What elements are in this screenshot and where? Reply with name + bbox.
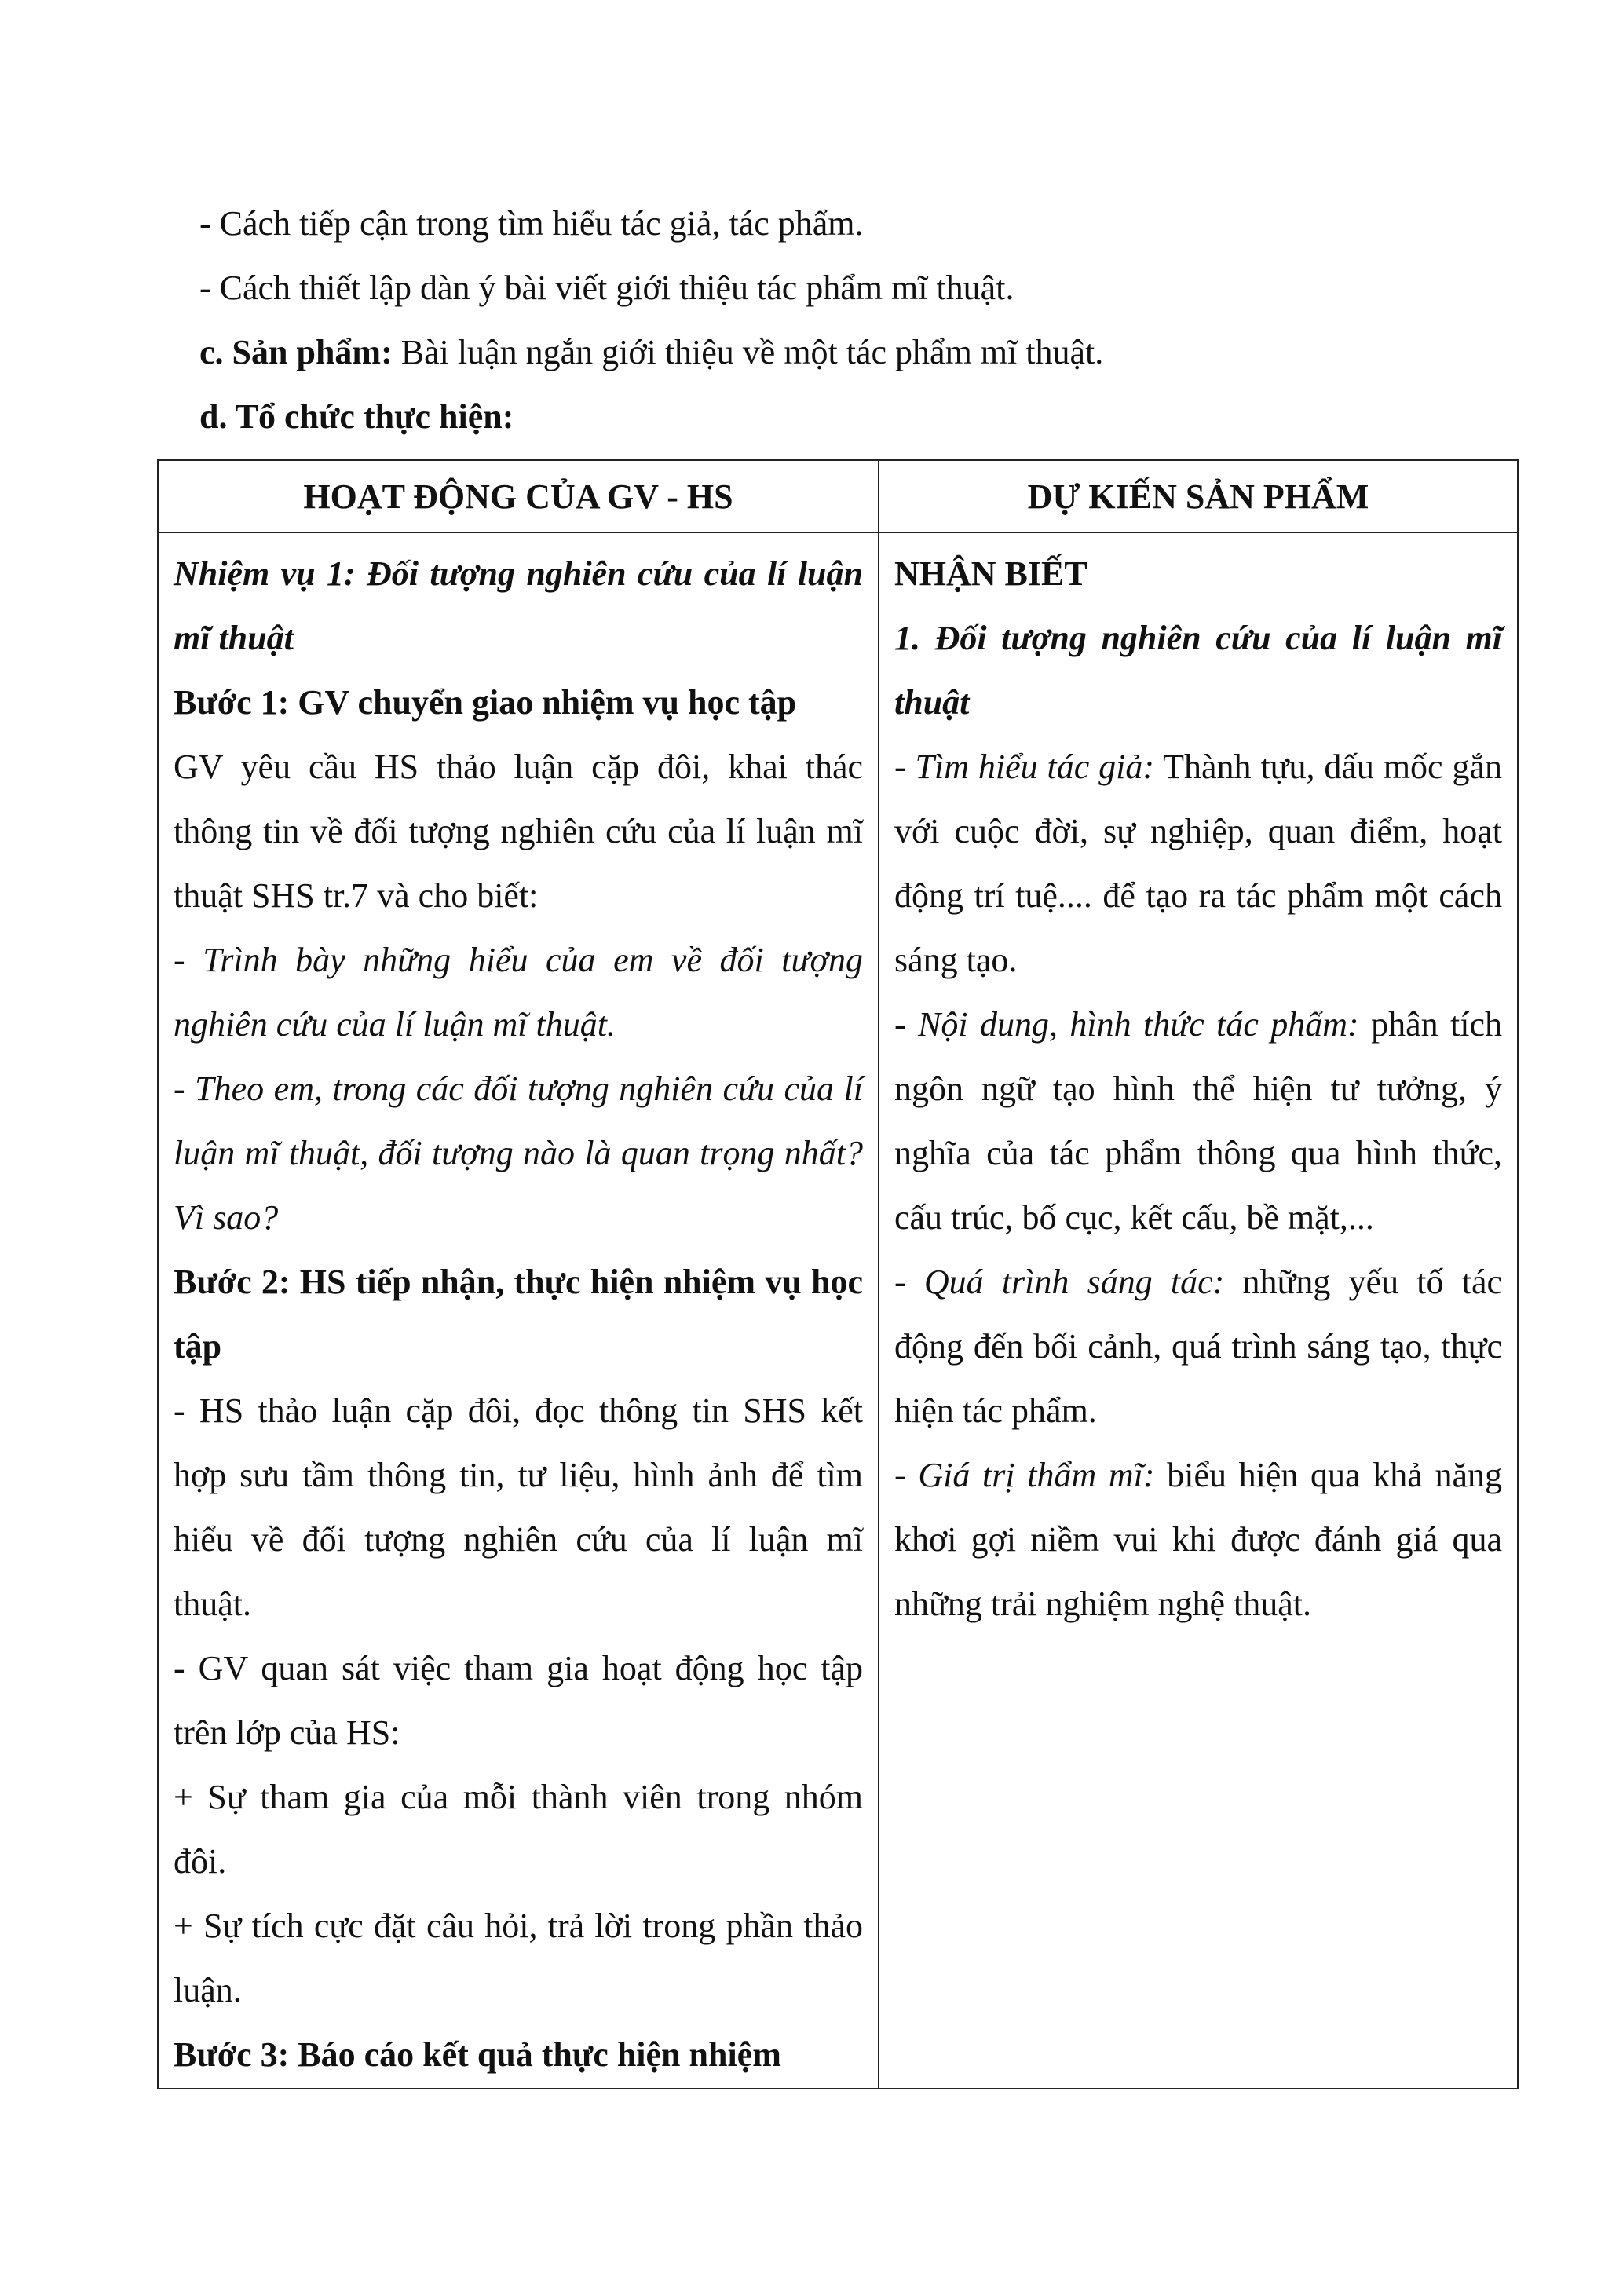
- step3-heading: Bước 3: Báo cáo kết quả thực hiện nhiệm: [174, 2035, 781, 2074]
- item-aesthetic-value: - Giá trị thẩm mĩ: biểu hiện qua khả năng khơi gợi niềm vui khi được đánh giá qua những trải nghiệm nghệ thuật.: [894, 1456, 1502, 1623]
- table-header-row: [158, 460, 1518, 532]
- research-object-subheading: 1. Đối tượng nghiên cứu của lí luận mĩ thuật: [894, 619, 1502, 722]
- header-teacher-student-activity: HOẠT ĐỘNG CỦA GV - HS: [158, 460, 879, 532]
- step1-text: GV yêu cầu HS thảo luận cặp đôi, khai thác thông tin về đối tượng nghiên cứu của lí luận mĩ thuật SHS tr.7 và cho biết:: [174, 748, 863, 915]
- header-expected-product: DỰ KIẾN SẢN PHẨM: [879, 460, 1518, 532]
- activity-cell: [158, 532, 879, 2089]
- intro-line-approach: - Cách tiếp cận trong tìm hiểu tác giả, tác phẩm.: [199, 204, 864, 243]
- product-text: Bài luận ngắn giới thiệu về một tác phẩm mĩ thuật.: [392, 333, 1104, 371]
- product-label: c. Sản phẩm:: [199, 333, 393, 371]
- item-content-form: - Nội dung, hình thức tác phẩm: phân tích ngôn ngữ tạo hình thể hiện tư tưởng, ý nghĩa của tác phẩm thông qua hình thức, cấu trúc, bố cục, kết cấu, bề mặt,...: [894, 1005, 1502, 1237]
- step2-text-c: + Sự tham gia của mỗi thành viên trong nhóm đôi.: [174, 1778, 863, 1881]
- item-author: - Tìm hiểu tác giả: Thành tựu, dấu mốc gắn với cuộc đời, sự nghiệp, quan điểm, hoạt động trí tuệ.... để tạo ra tác phẩm một cách sáng tạo.: [894, 748, 1502, 979]
- product-cell: [879, 532, 1518, 2089]
- recognize-heading: NHẬN BIẾT: [894, 554, 1087, 593]
- intro-line-outline: - Cách thiết lập dàn ý bài viết giới thiệu tác phẩm mĩ thuật.: [199, 269, 1014, 307]
- organize-label: d. Tổ chức thực hiện:: [199, 397, 514, 436]
- activity-table: [157, 459, 1519, 2089]
- step1-heading: Bước 1: GV chuyển giao nhiệm vụ học tập: [174, 683, 797, 722]
- intro-line-organize: [199, 385, 1534, 449]
- task-title: Nhiệm vụ 1: Đối tượng nghiên cứu của lí luận mĩ thuật: [174, 554, 863, 657]
- step2-text-a: - HS thảo luận cặp đôi, đọc thông tin SHS kết hợp sưu tầm thông tin, tư liệu, hình ảnh để tìm hiểu về đối tượng nghiên cứu của lí luận mĩ thuật.: [174, 1391, 863, 1623]
- table-row: [158, 532, 1518, 2089]
- item-creation-process: - Quá trình sáng tác: những yếu tố tác động đến bối cảnh, quá trình sáng tạo, thực hiện tác phẩm.: [894, 1263, 1503, 1430]
- intro-line-product: [199, 320, 1534, 385]
- step2-heading: Bước 2: HS tiếp nhận, thực hiện nhiệm vụ học tập: [174, 1263, 863, 1366]
- question-2: - Theo em, trong các đối tượng nghiên cứu của lí luận mĩ thuật, đối tượng nào là quan trọng nhất? Vì sao?: [174, 1069, 863, 1237]
- question-1: - Trình bày những hiểu của em về đối tượng nghiên cứu của lí luận mĩ thuật.: [174, 941, 863, 1044]
- step2-text-b: - GV quan sát việc tham gia hoạt động học tập trên lớp của HS:: [174, 1649, 863, 1752]
- intro-section: [199, 192, 1534, 449]
- step2-text-d: + Sự tích cực đặt câu hỏi, trả lời trong phần thảo luận.: [174, 1907, 863, 2009]
